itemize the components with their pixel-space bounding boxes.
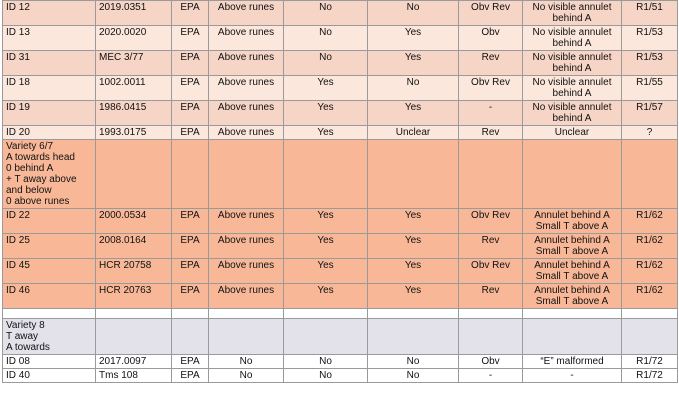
id-cell: ID 13 (3, 26, 96, 51)
table-row (3, 234, 678, 259)
table-row (3, 284, 678, 309)
side-cell (459, 319, 523, 355)
ref-cell: R1/72 (622, 369, 678, 383)
legend-cell: Yes (368, 26, 459, 51)
notes-cell: Annulet behind A Small T above A (523, 284, 622, 309)
cross-cell: No (284, 26, 368, 51)
position-cell: Above runes (209, 259, 284, 284)
ref-cell: R1/62 (622, 284, 678, 309)
position-cell: Above runes (209, 51, 284, 76)
cross-cell: Yes (284, 76, 368, 101)
epa-cell: EPA (172, 76, 209, 101)
legend-cell: Yes (368, 101, 459, 126)
side-cell: Obv Rev (459, 1, 523, 26)
side-cell: Rev (459, 234, 523, 259)
table-row (3, 76, 678, 101)
side-cell: Obv (459, 355, 523, 369)
cross-cell (284, 319, 368, 355)
ref-cell: R1/62 (622, 209, 678, 234)
cross-cell: Yes (284, 284, 368, 309)
notes-cell: “E” malformed (523, 355, 622, 369)
accession-cell: 1986.0415 (96, 101, 172, 126)
epa-cell: EPA (172, 284, 209, 309)
table-row (3, 140, 678, 209)
epa-cell: EPA (172, 369, 209, 383)
cross-cell (284, 309, 368, 319)
accession-cell: MEC 3/77 (96, 51, 172, 76)
ref-cell (622, 309, 678, 319)
id-cell: ID 18 (3, 76, 96, 101)
id-cell: ID 12 (3, 1, 96, 26)
notes-cell (523, 140, 622, 209)
cross-cell: No (284, 1, 368, 26)
accession-cell: 2020.0020 (96, 26, 172, 51)
ref-cell (622, 140, 678, 209)
accession-cell: 2017.0097 (96, 355, 172, 369)
accession-cell: 2019.0351 (96, 1, 172, 26)
legend-cell: Yes (368, 234, 459, 259)
notes-cell: No visible annulet behind A (523, 51, 622, 76)
position-cell: Above runes (209, 26, 284, 51)
accession-cell: 1993.0175 (96, 126, 172, 140)
coin-catalogue-table (2, 0, 678, 383)
cross-cell: Yes (284, 259, 368, 284)
cross-cell: No (284, 51, 368, 76)
id-cell: ID 46 (3, 284, 96, 309)
notes-cell: - (523, 369, 622, 383)
epa-cell: EPA (172, 1, 209, 26)
id-cell: ID 40 (3, 369, 96, 383)
accession-cell: 1002.0011 (96, 76, 172, 101)
side-cell: - (459, 369, 523, 383)
position-cell: Above runes (209, 1, 284, 26)
id-cell: ID 22 (3, 209, 96, 234)
ref-cell: R1/51 (622, 1, 678, 26)
legend-cell: No (368, 76, 459, 101)
cross-cell (284, 140, 368, 209)
table-row (3, 369, 678, 383)
legend-cell (368, 309, 459, 319)
table-row (3, 126, 678, 140)
legend-cell: Unclear (368, 126, 459, 140)
side-cell: Obv (459, 26, 523, 51)
ref-cell: R1/57 (622, 101, 678, 126)
notes-cell: No visible annulet behind A (523, 1, 622, 26)
id-cell: ID 08 (3, 355, 96, 369)
accession-cell: 2008.0164 (96, 234, 172, 259)
cross-cell: Yes (284, 126, 368, 140)
ref-cell: R1/55 (622, 76, 678, 101)
table-row (3, 1, 678, 26)
table-row (3, 309, 678, 319)
ref-cell: R1/53 (622, 26, 678, 51)
cross-cell: No (284, 369, 368, 383)
accession-cell: 2000.0534 (96, 209, 172, 234)
ref-cell: R1/62 (622, 259, 678, 284)
notes-cell: No visible annulet behind A (523, 101, 622, 126)
ref-cell: ? (622, 126, 678, 140)
table-row (3, 319, 678, 355)
position-cell: Above runes (209, 101, 284, 126)
side-cell: Rev (459, 284, 523, 309)
id-cell: ID 20 (3, 126, 96, 140)
notes-cell (523, 309, 622, 319)
accession-cell (96, 140, 172, 209)
notes-cell: Annulet behind A Small T above A (523, 234, 622, 259)
legend-cell: No (368, 1, 459, 26)
ref-cell: R1/72 (622, 355, 678, 369)
legend-cell (368, 140, 459, 209)
accession-cell: HCR 20758 (96, 259, 172, 284)
side-cell (459, 140, 523, 209)
notes-cell: Annulet behind A Small T above A (523, 259, 622, 284)
accession-cell (96, 309, 172, 319)
id-cell: ID 45 (3, 259, 96, 284)
notes-cell: No visible annulet behind A (523, 76, 622, 101)
side-cell: Obv Rev (459, 259, 523, 284)
table-row (3, 259, 678, 284)
id-cell: ID 19 (3, 101, 96, 126)
position-cell (209, 319, 284, 355)
table-row (3, 26, 678, 51)
notes-cell: Unclear (523, 126, 622, 140)
notes-cell (523, 319, 622, 355)
position-cell: No (209, 355, 284, 369)
epa-cell: EPA (172, 51, 209, 76)
legend-cell: Yes (368, 284, 459, 309)
epa-cell: EPA (172, 234, 209, 259)
side-cell: Rev (459, 126, 523, 140)
legend-cell (368, 319, 459, 355)
ref-cell (622, 319, 678, 355)
ref-cell: R1/53 (622, 51, 678, 76)
table-body (3, 1, 678, 383)
position-cell: Above runes (209, 284, 284, 309)
legend-cell: No (368, 369, 459, 383)
legend-cell: Yes (368, 259, 459, 284)
epa-cell (172, 140, 209, 209)
id-cell: Variety 6/7 A towards head 0 behind A + T away above and below 0 above runes (3, 140, 96, 209)
legend-cell: No (368, 355, 459, 369)
epa-cell: EPA (172, 209, 209, 234)
ref-cell: R1/62 (622, 234, 678, 259)
position-cell: Above runes (209, 126, 284, 140)
epa-cell: EPA (172, 101, 209, 126)
position-cell (209, 140, 284, 209)
epa-cell: EPA (172, 259, 209, 284)
table-row (3, 209, 678, 234)
id-cell: Variety 8 T away A towards (3, 319, 96, 355)
cross-cell: Yes (284, 234, 368, 259)
cross-cell: Yes (284, 209, 368, 234)
position-cell: Above runes (209, 209, 284, 234)
position-cell: Above runes (209, 76, 284, 101)
cross-cell: No (284, 355, 368, 369)
side-cell: Obv Rev (459, 209, 523, 234)
side-cell: Obv Rev (459, 76, 523, 101)
legend-cell: Yes (368, 209, 459, 234)
cross-cell: Yes (284, 101, 368, 126)
id-cell: ID 31 (3, 51, 96, 76)
table-row (3, 51, 678, 76)
accession-cell: Tms 108 (96, 369, 172, 383)
legend-cell: Yes (368, 51, 459, 76)
side-cell (459, 309, 523, 319)
table-row (3, 101, 678, 126)
epa-cell (172, 319, 209, 355)
position-cell: No (209, 369, 284, 383)
side-cell: Rev (459, 51, 523, 76)
notes-cell: No visible annulet behind A (523, 26, 622, 51)
id-cell: ID 25 (3, 234, 96, 259)
id-cell (3, 309, 96, 319)
position-cell (209, 309, 284, 319)
accession-cell (96, 319, 172, 355)
epa-cell: EPA (172, 126, 209, 140)
position-cell: Above runes (209, 234, 284, 259)
notes-cell: Annulet behind A Small T above A (523, 209, 622, 234)
epa-cell: EPA (172, 26, 209, 51)
epa-cell: EPA (172, 355, 209, 369)
accession-cell: HCR 20763 (96, 284, 172, 309)
side-cell: - (459, 101, 523, 126)
epa-cell (172, 309, 209, 319)
table-row (3, 355, 678, 369)
